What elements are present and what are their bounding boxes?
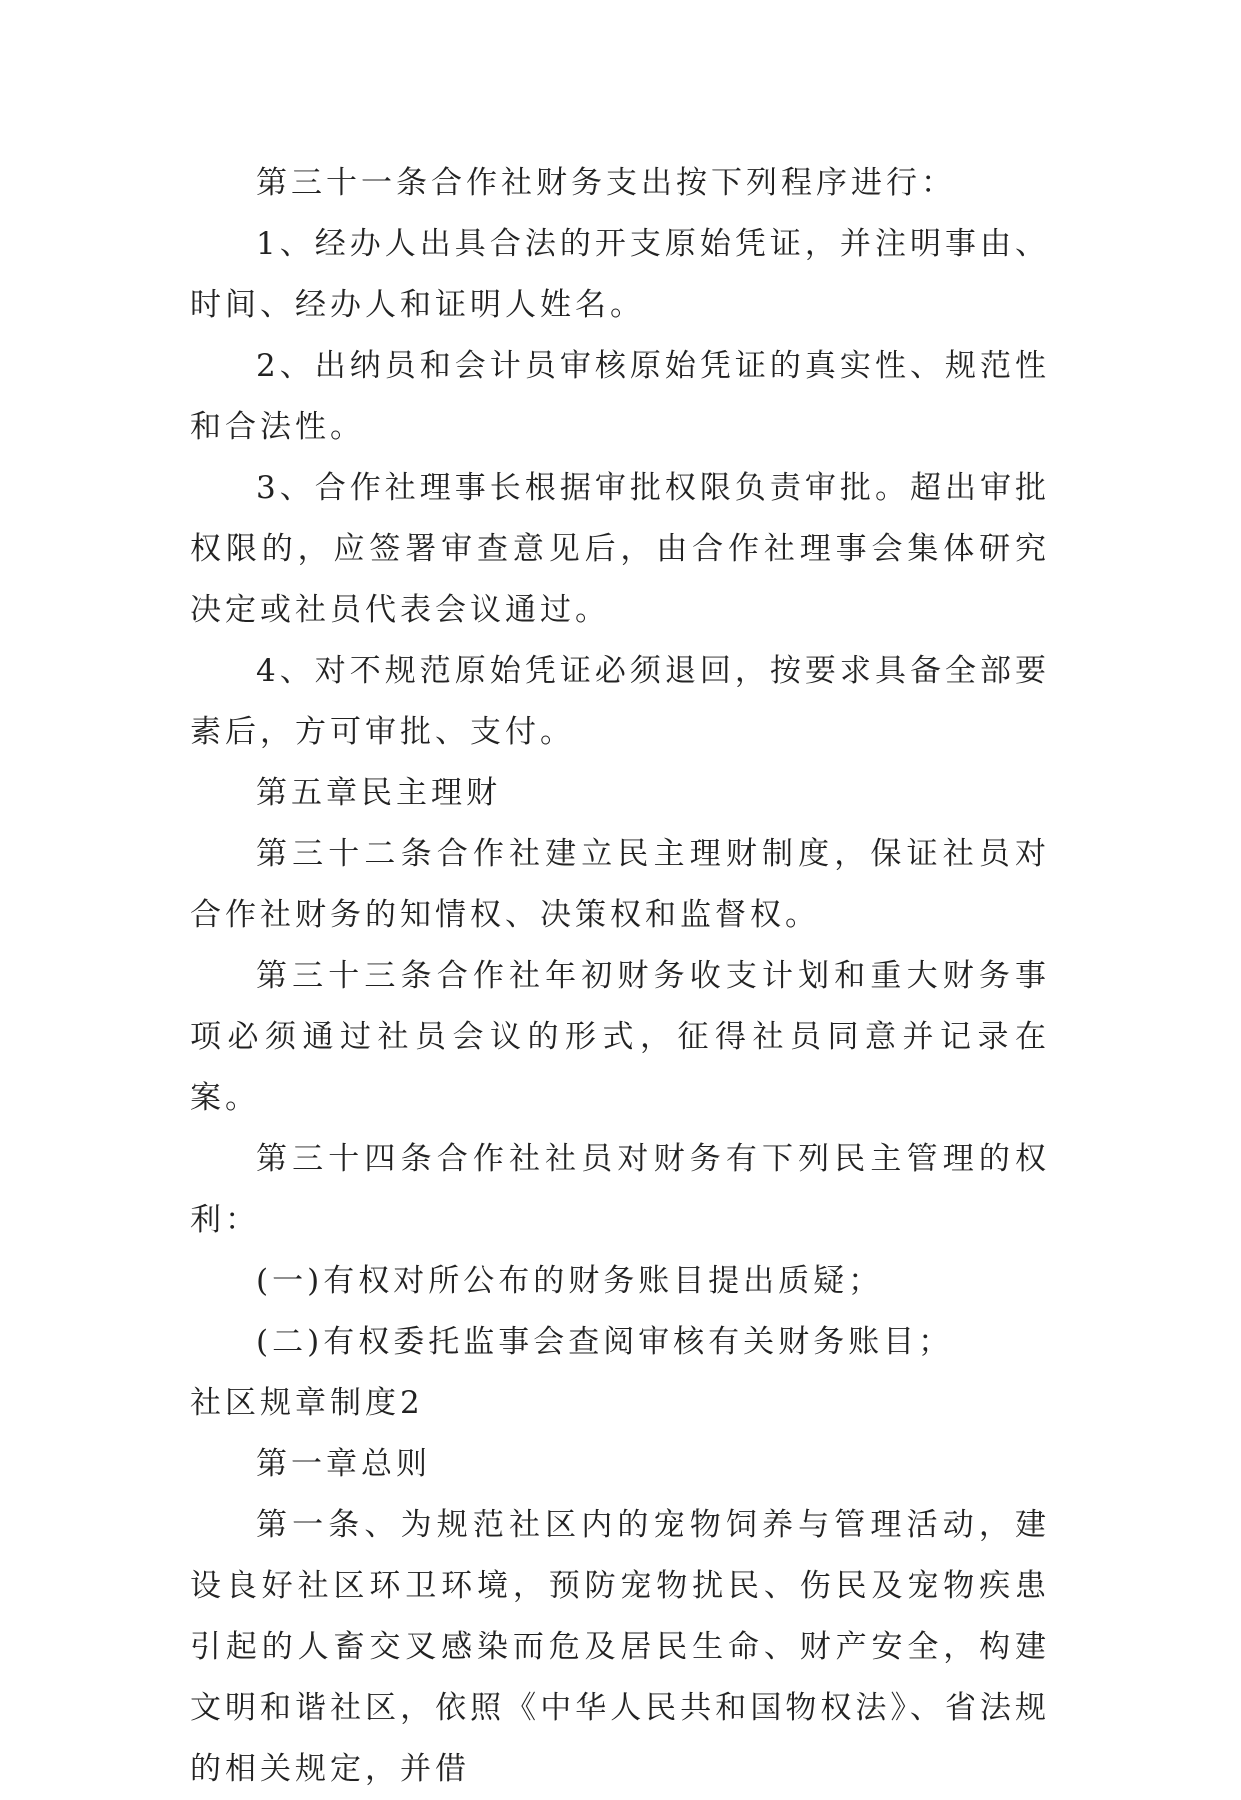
- chapter-heading-1: 第一章总则: [256, 1446, 431, 1482]
- paragraph-step-3: 3、合作社理事长根据审批权限负责审批。超出审批权限的，应签署审查意见后，由合作社理事会集体研究决定或社员代表会议通过。: [190, 470, 1050, 628]
- paragraph-article-31: 第三十一条合作社财务支出按下列程序进行：: [256, 165, 956, 201]
- paragraph-article-32: 第三十二条合作社建立民主理财制度，保证社员对合作社财务的知情权、决策权和监督权。: [190, 836, 1050, 933]
- section-title: 社区规章制度2: [190, 1385, 424, 1421]
- paragraph-right-1: (一)有权对所公布的财务账目提出质疑；: [256, 1263, 884, 1299]
- document-body: [190, 153, 1050, 1800]
- paragraph-step-1: 1、经办人出具合法的开支原始凭证，并注明事由、时间、经办人和证明人姓名。: [190, 226, 1050, 323]
- paragraph-step-2: 2、出纳员和会计员审核原始凭证的真实性、规范性和合法性。: [190, 348, 1050, 445]
- chapter-heading-5: 第五章民主理财: [256, 775, 501, 811]
- paragraph-step-4: 4、对不规范原始凭证必须退回，按要求具备全部要素后，方可审批、支付。: [190, 653, 1050, 750]
- paragraph-article-33: 第三十三条合作社年初财务收支计划和重大财务事项必须通过社员会议的形式，征得社员同意并记录在案。: [190, 958, 1050, 1116]
- paragraph-article-34: 第三十四条合作社社员对财务有下列民主管理的权利：: [190, 1141, 1050, 1238]
- paragraph-right-2: (二)有权委托监事会查阅审核有关财务账目；: [256, 1324, 954, 1360]
- paragraph-article-1: 第一条、为规范社区内的宠物饲养与管理活动，建设良好社区环卫环境，预防宠物扰民、伤民及宠物疾患引起的人畜交叉感染而危及居民生命、财产安全，构建文明和谐社区，依照《中华人民共和国物权法》、省法规的相关规定，并借: [190, 1507, 1050, 1787]
